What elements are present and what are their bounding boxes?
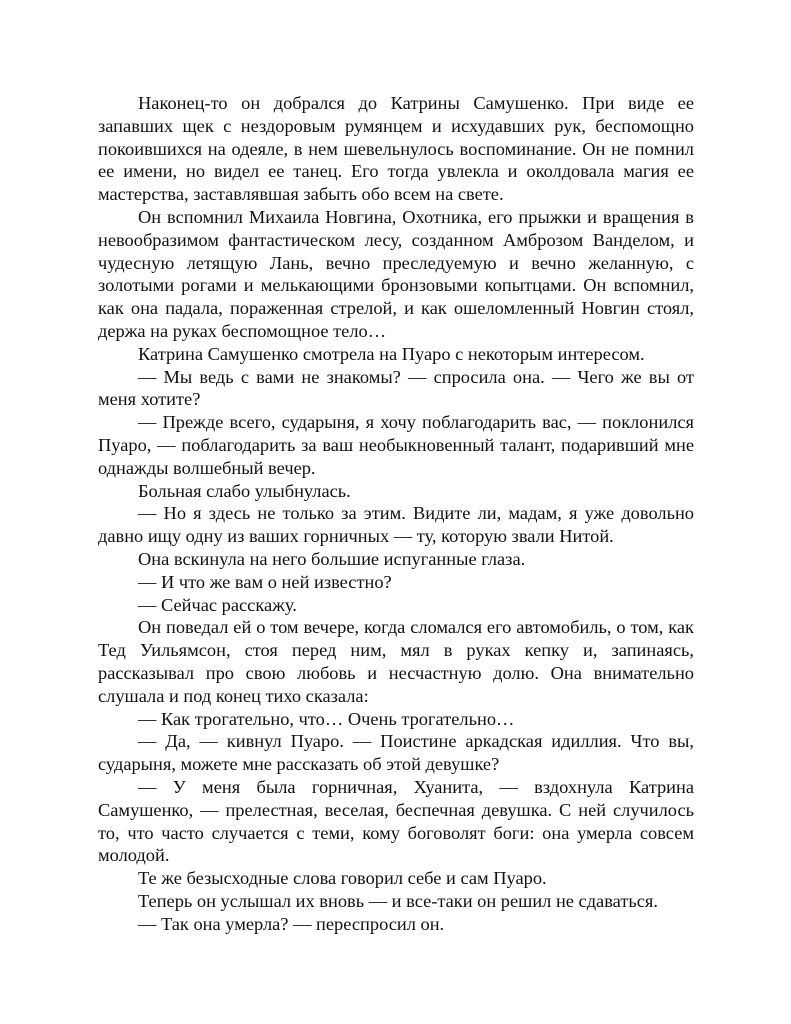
paragraph-13: — Да, — кивнул Пуаро. — Поистине аркадская идиллия. Что вы, сударыня, можете мне рассказать об этой девушке?: [98, 731, 694, 775]
paragraph-11: Он поведал ей о том вечере, когда сломался его автомобиль, о том, как Тед Уильямсон, стоя перед ним, мял в руках кепку и, запинаясь, рассказывал про свою любовь и несчастную долю. Она внимательно слушала и под конец тихо сказала:: [98, 617, 694, 706]
paragraph-2: Он вспомнил Михаила Новгина, Охотника, его прыжки и вращения в невообразимом фантастическом лесу, созданном Амброзом Ванделом, и чудесную летящую Лань, вечно преследуемую и вечно желанную, с золотыми рогами и мелькающими бронзовыми копытцами. Он вспомнил, как она падала, пораженная стрелой, и как ошеломленный Новгин стоял, держа на руках беспомощное тело…: [98, 206, 694, 341]
paragraph-15: Те же безысходные слова говорил себе и сам Пуаро.: [138, 868, 547, 889]
paragraph-16: Теперь он услышал их вновь — и все-таки он решил не сдаваться.: [138, 890, 658, 911]
paragraph-5: — Прежде всего, сударыня, я хочу поблагодарить вас, — поклонился Пуаро, — поблагодарить за ваш необыкновенный талант, подаривший мне однажды волшебный вечер.: [98, 412, 694, 478]
paragraph-4: — Мы ведь с вами не знакомы? — спросила она. — Чего же вы от меня хотите?: [98, 366, 694, 410]
paragraph-1: Наконец-то он добрался до Катрины Самушенко. При виде ее запавших щек с нездоровым румянцем и исхудавших рук, беспомощно покоившихся на одеяле, в нем шевельнулось воспоминание. Он не помнил ее имени, но видел ее танец. Его тогда увлекла и околдовала магия ее мастерства, заставлявшая забыть обо всем на свете.: [98, 93, 694, 205]
paragraph-10: — Сейчас расскажу.: [138, 594, 297, 615]
body-text: [98, 92, 694, 935]
paragraph-7: — Но я здесь не только за этим. Видите ли, мадам, я уже довольно давно ищу одну из ваших горничных — ту, которую звали Нитой.: [98, 503, 694, 547]
paragraph-3: Катрина Самушенко смотрела на Пуаро с некоторым интересом.: [138, 343, 645, 364]
paragraph-17: — Так она умерла? — переспросил он.: [138, 913, 445, 934]
paragraph-6: Больная слабо улыбнулась.: [138, 480, 351, 501]
paragraph-14: — У меня была горничная, Хуанита, — вздохнула Катрина Самушенко, — прелестная, веселая, беспечная девушка. С ней случилось то, что часто случается с теми, кому боговолят боги: она умерла совсем молодой.: [98, 776, 694, 866]
paragraph-8: Она вскинула на него большие испуганные глаза.: [138, 548, 526, 569]
paragraph-12: — Как трогательно, что… Очень трогательно…: [138, 708, 515, 729]
paragraph-9: — И что же вам о ней известно?: [138, 571, 392, 592]
